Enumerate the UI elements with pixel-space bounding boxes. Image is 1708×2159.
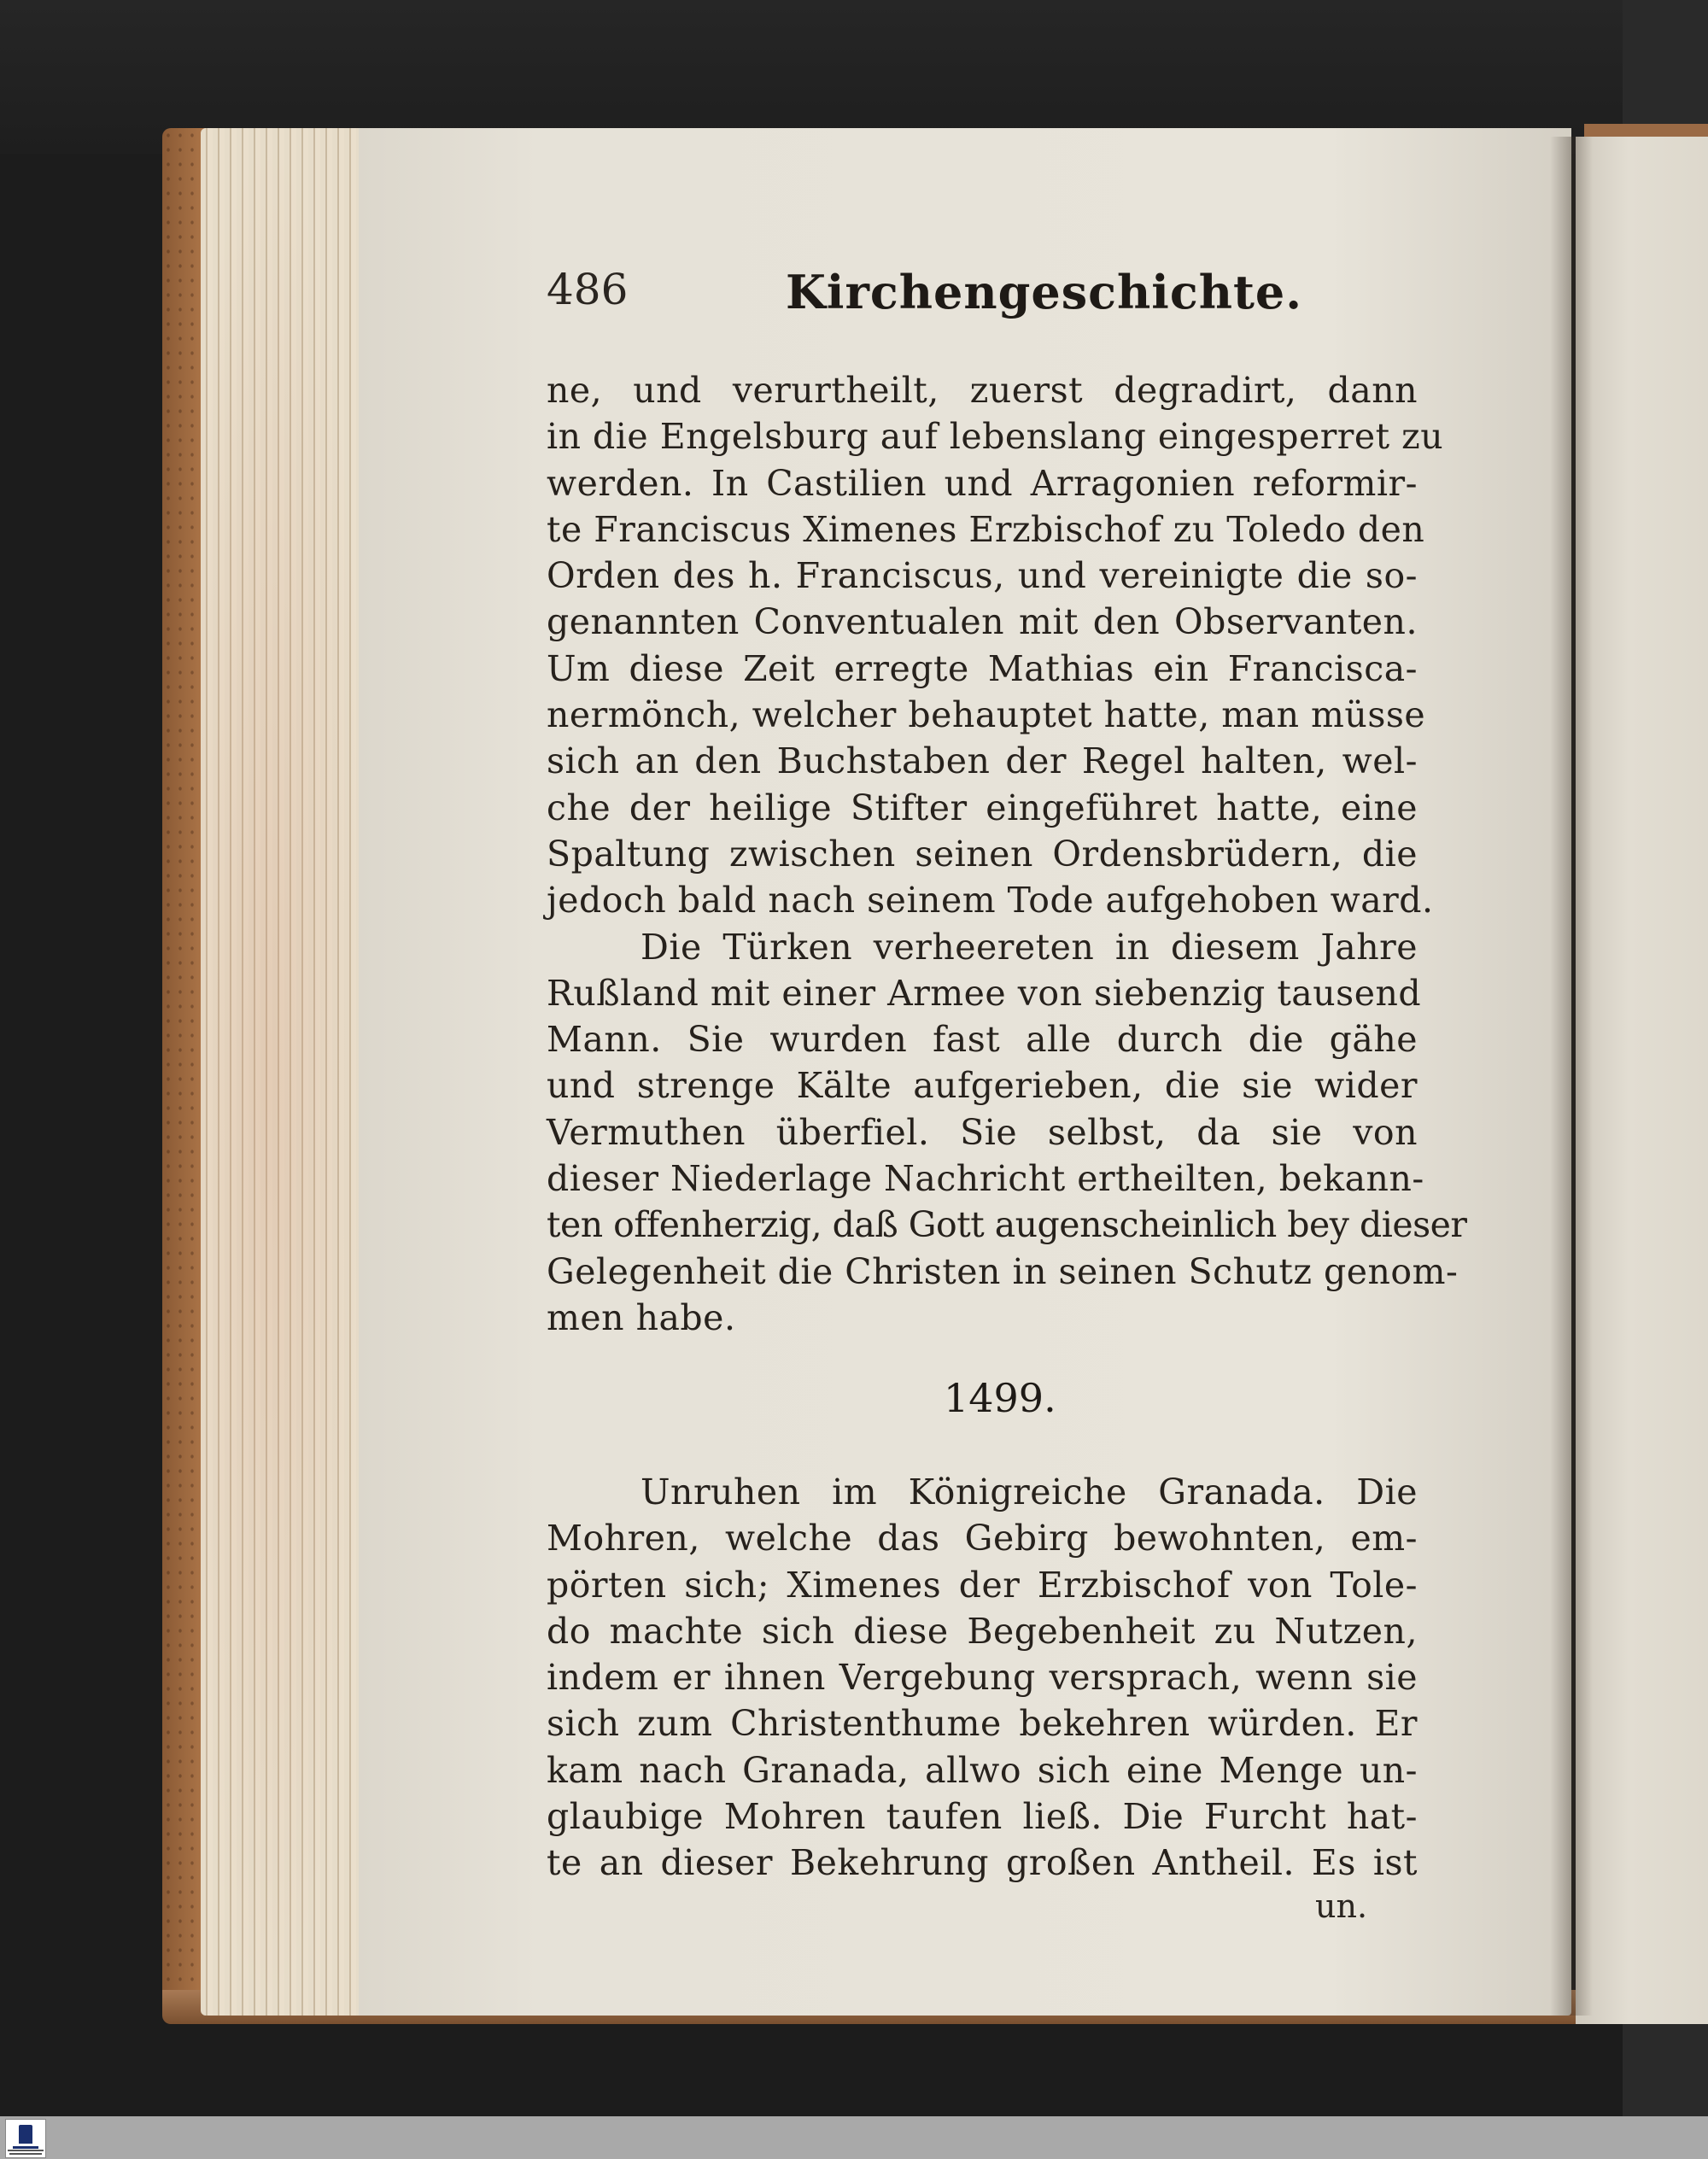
logo-mark (19, 2125, 32, 2144)
text-line: werden. In Castilien und Arragonien reformir- (547, 462, 1418, 504)
text-line: ne, und verurtheilt, zuerst degradirt, dann (547, 370, 1418, 411)
text-line: pörten sich; Ximenes der Erzbischof von Tole- (547, 1564, 1418, 1606)
text-line: Mann. Sie wurden fast alle durch die gähe (547, 1019, 1418, 1061)
text-line: indem er ihnen Vergebung versprach, wenn sie (547, 1657, 1418, 1699)
logo-text-line (8, 2150, 44, 2151)
text-line: men habe. (547, 1296, 736, 1338)
text-line: genannten Conventualen mit den Observanten. (547, 601, 1418, 643)
text-line: Vermuthen überfiel. Sie selbst, da sie von (547, 1111, 1418, 1153)
text-line: ten offenherzig, daß Gott augenscheinlich bey dieser (547, 1204, 1467, 1246)
library-logo-icon[interactable] (5, 2119, 46, 2158)
text-line: Unruhen im Königreiche Granada. Die (640, 1472, 1418, 1512)
logo-text-line (9, 2153, 42, 2155)
right-page (1576, 137, 1708, 2024)
text-line: sich zum Christenthume bekehren würden. Er (547, 1703, 1418, 1745)
text-line: Die Türken verheereten in diesem Jahre (640, 926, 1418, 968)
page-stain (201, 128, 371, 2016)
text-line: nermönch, welcher behauptet hatte, man müsse (547, 694, 1426, 736)
page-header (547, 265, 1418, 333)
text-line: Gelegenheit die Christen in seinen Schutz genom- (547, 1250, 1459, 1292)
book-gutter (1550, 137, 1593, 2016)
text-line: te Franciscus Ximenes Erzbischof zu Toledo den (547, 508, 1425, 550)
text-line: do machte sich diese Begebenheit zu Nutzen, (547, 1610, 1418, 1652)
text-line: dieser Niederlage Nachricht ertheilten, bekann- (547, 1158, 1424, 1200)
text-line: sich an den Buchstaben der Regel halten, wel- (547, 740, 1418, 782)
text-block-1 (547, 367, 1467, 1341)
page-stack (201, 128, 371, 2016)
catchword: un. (1315, 1887, 1368, 1925)
text-line: Spaltung zwischen seinen Ordensbrüdern, die (547, 833, 1418, 875)
text-line: und strenge Kälte aufgerieben, die sie wider (547, 1065, 1418, 1107)
text-line: glaubige Mohren taufen ließ. Die Furcht hat- (547, 1796, 1418, 1838)
viewer-footer-bar (0, 2116, 1708, 2159)
text-line: Orden des h. Franciscus, und vereinigte die so- (547, 555, 1418, 597)
text-line: Rußland mit einer Armee von siebenzig tausend (547, 972, 1422, 1014)
text-line: kam nach Granada, allwo sich eine Menge un- (547, 1749, 1418, 1791)
text-block-2 (547, 1469, 1418, 1887)
text-line: Mohren, welche das Gebirg bewohnten, em- (547, 1518, 1418, 1559)
logo-base (13, 2146, 38, 2149)
running-title: Kirchengeschichte. (786, 265, 1303, 319)
text-line: te an dieser Bekehrung großen Antheil. Es ist (547, 1842, 1418, 1884)
text-line: jedoch bald nach seinem Tode aufgehoben ward. (547, 880, 1434, 922)
year-heading: 1499. (944, 1375, 1056, 1421)
page-number: 486 (547, 265, 629, 314)
text-line: che der heilige Stifter eingeführet hatte, eine (547, 787, 1418, 828)
text-line: in die Engelsburg auf lebenslang eingesperret zu (547, 416, 1444, 458)
text-line: Um diese Zeit erregte Mathias ein Francisca- (547, 647, 1418, 689)
